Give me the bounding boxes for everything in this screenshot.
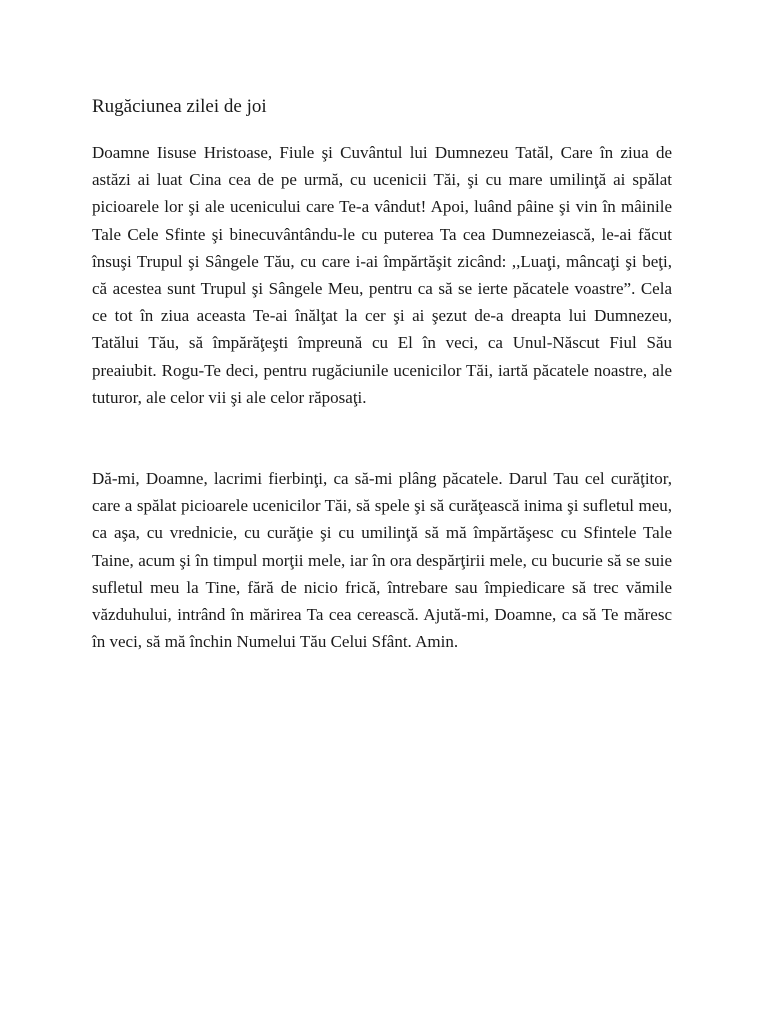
document-title: Rugăciunea zilei de joi xyxy=(92,96,267,117)
paragraph-2: Dă-mi, Doamne, lacrimi fierbinţi, ca să-mi plâng păcatele. Darul Tau cel curăţitor, care a spălat picioarele ucenicilor Tăi, să spele şi să curăţească inima şi sufletul meu, ca aşa, cu vrednicie, cu curăţie şi cu umilinţă să mă împărtăşesc cu Sfintele Tale Taine, acum şi în timpul morţii mele, iar în ora despărţirii mele, cu bucurie să se suie sufletul meu la Tine, fără de nicio frică, întrebare sau împiedicare să trec vămile văzduhului, intrând în mărirea Ta cea cerească. Ajută-mi, Doamne, ca să Te măresc în veci, să mă închin Numelui Tău Celui Sfânt. Amin. xyxy=(92,469,672,652)
paragraph-1: Doamne Iisuse Hristoase, Fiule şi Cuvântul lui Dumnezeu Tatăl, Care în ziua de astăzi ai luat Cina cea de pe urmă, cu ucenicii Tăi, şi cu mare umilinţă ai spălat picioarele lor şi ale ucenicului care Te-a vândut! Apoi, luând pâine şi vin în mâinile Tale Cele Sfinte şi binecuvântându-le cu puterea Ta cea Dumnezeiască, le-ai făcut însuşi Trupul şi Sângele Tău, cu care i-ai împărtăşit zicând: ,,Luaţi, mâncaţi şi beţi, că acestea sunt Trupul şi Sângele Meu, pentru ca să se ierte păcatele voastre”. Cela ce tot în ziua aceasta Te-ai înălţat la cer şi ai şezut de-a dreapta lui Dumnezeu, Tatălui Tău, să împărăţeşti împreună cu El în veci, ca Unul-Născut Fiul Său preaiubit. Rogu-Te deci, pentru rugăciunile ucenicilor Tăi, iartă păcatele noastre, ale tuturor, ale celor vii şi ale celor răposaţi. xyxy=(92,143,672,407)
document-page xyxy=(92,94,672,655)
